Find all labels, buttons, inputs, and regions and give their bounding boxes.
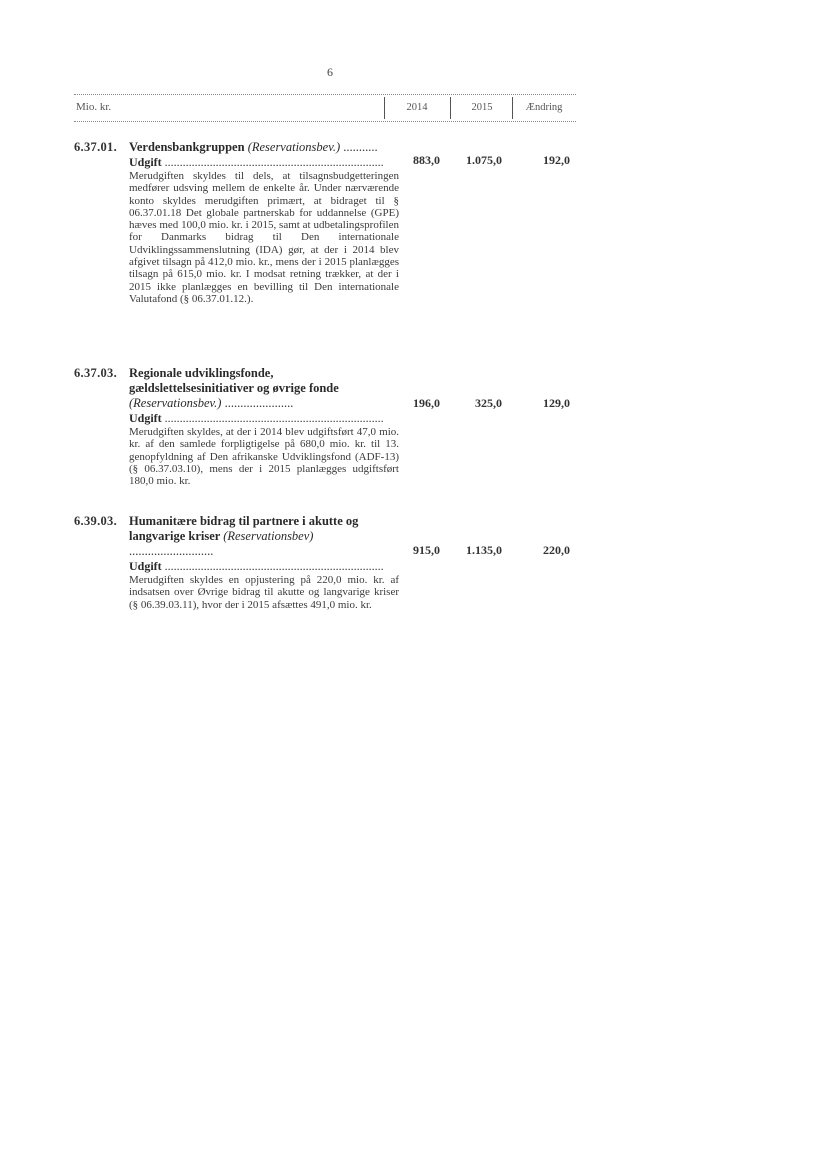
- udgift-label: Udgift .....: [129, 559, 384, 573]
- entry-title: Humanitære bidrag til partnere i akutte og langvarige kriser (Reservationsbev) ...........................: [129, 514, 359, 558]
- col-2015-header: 2015: [471, 102, 493, 113]
- account-code: 6.37.01.: [74, 140, 118, 154]
- unit-label: Mio. kr.: [76, 101, 112, 113]
- col-change-header: Ændring: [525, 102, 563, 113]
- entry-title-text: Verdensbankgruppen: [129, 140, 245, 154]
- column-divider: [512, 97, 513, 119]
- udgift-label: Udgift .....: [129, 411, 384, 425]
- entry-title-note: (Reservationsbev.): [247, 140, 341, 154]
- budget-entry: [74, 366, 584, 496]
- amount-change: 129,0: [543, 396, 570, 410]
- col-2014-header: 2014: [406, 102, 428, 113]
- column-divider: [450, 97, 451, 119]
- amount-change: 220,0: [543, 543, 570, 557]
- entry-body: [129, 366, 399, 487]
- entry-body: [129, 514, 399, 611]
- amount-2015: 1.075,0: [466, 153, 502, 167]
- entry-title: Regionale udviklingsfonde, gældslettelsesinitiativer og øvrige fonde (Reservationsbev.) ......................: [129, 366, 339, 410]
- table-header: [74, 94, 576, 122]
- budget-entry: [74, 140, 584, 340]
- entry-title-text: Humanitære bidrag til partnere i akutte og langvarige kriser: [129, 514, 359, 543]
- amount-2014: 196,0: [413, 396, 440, 410]
- entry-title-note: (Reservationsbev.): [129, 396, 222, 410]
- account-code: 6.37.03.: [74, 366, 118, 380]
- amount-2014: 915,0: [413, 543, 440, 557]
- udgift-label: Udgift .....: [129, 155, 384, 169]
- entry-body: [129, 140, 399, 305]
- entry-description: Merudgiften skyldes til dels, at tilsagnsbudgetteringen medfører udsving mellem de enkelte år. Under nærværende konto skyldes merudgiften primært, at bidraget til § 06.37.01.18 Det globale partnerskab for uddannelse (GPE) hæves med 100,0 mio. kr. i 2015, samt at udbetalingsprofilen for Danmarks bidrag til Den internationale Udviklingssammenslutning (IDA) gør, at der i 2014 blev afgivet tilsagn på 412,0 mio. kr., mens der i 2015 planlægges tilsagn på 615,0 mio. kr. I modsat retning trækker, at der i 2015 ikke planlægges en bevilling til Den internationale Valutafond (§ 06.37.01.12.).: [129, 170, 399, 305]
- account-code: 6.39.03.: [74, 514, 118, 528]
- amount-2015: 1.135,0: [466, 543, 502, 557]
- entry-description: Merudgiften skyldes, at der i 2014 blev udgiftsført 47,0 mio. kr. af den samlede forpligtigelse på 680,0 mio. kr. til 13. genopfyldning af Den afrikanske Udviklingsfond (ADF-13) (§ 06.37.03.10), mens der i 2015 planlægges udgiftsført 180,0 mio. kr.: [129, 426, 399, 488]
- amount-2014: 883,0: [413, 153, 440, 167]
- budget-entry: [74, 514, 584, 624]
- page-number: 6: [327, 65, 333, 79]
- entry-title-note: (Reservationsbev): [223, 529, 314, 543]
- entry-description: Merudgiften skyldes en opjustering på 220,0 mio. kr. af indsatsen over Øvrige bidrag til akutte og langvarige kriser (§ 06.39.03.11), hvor der i 2015 afsættes 491,0 mio. kr.: [129, 574, 399, 611]
- column-divider: [384, 97, 385, 119]
- amount-change: 192,0: [543, 153, 570, 167]
- entry-title-text: Regionale udviklingsfonde, gældslettelsesinitiativer og øvrige fonde: [129, 366, 339, 395]
- amount-2015: 325,0: [475, 396, 502, 410]
- entry-title: Verdensbankgruppen (Reservationsbev.) ...........: [129, 140, 378, 154]
